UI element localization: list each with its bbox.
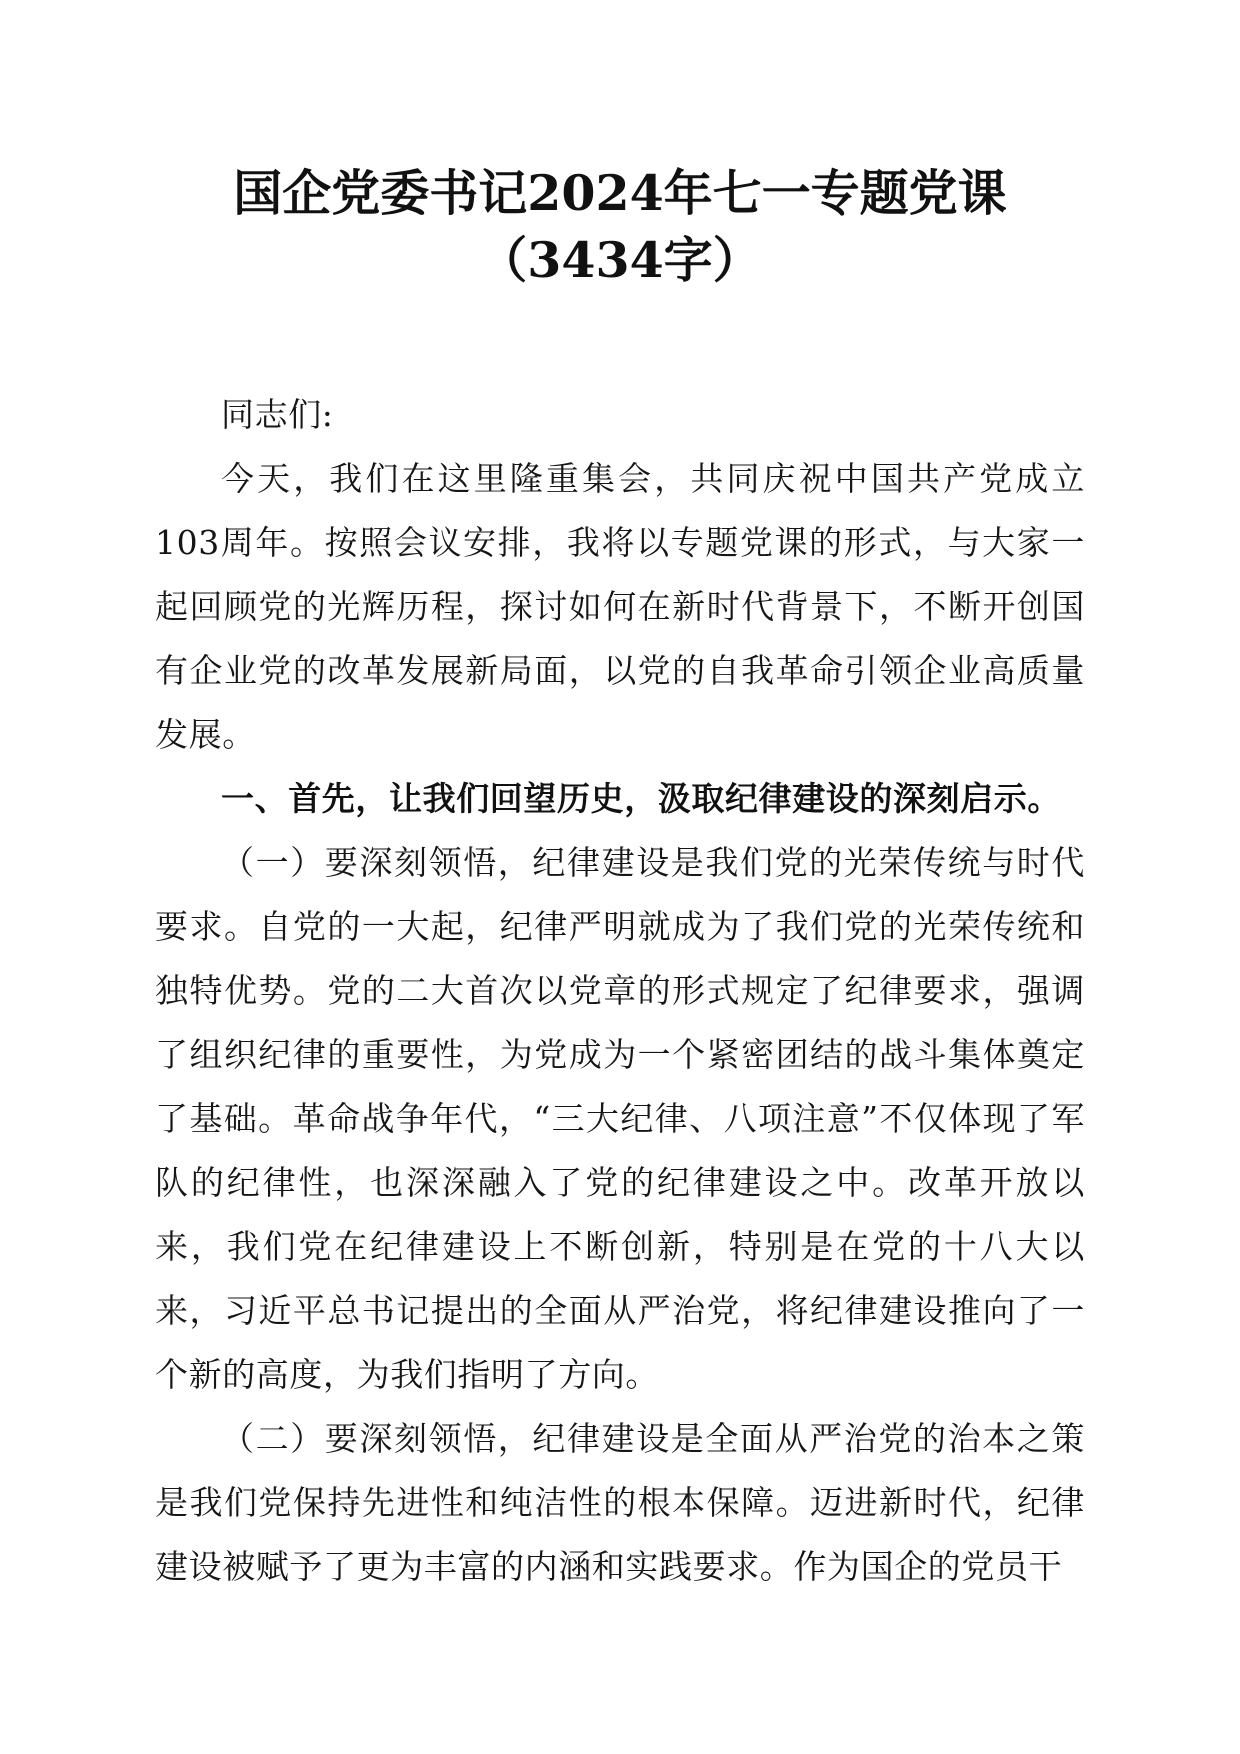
intro-paragraph: 今天，我们在这里隆重集会，共同庆祝中国共产党成立103周年。按照会议安排，我将以专题党课的形式，与大家一起回顾党的光辉历程，探讨如何在新时代背景下，不断开创国有企业党的改革发展新局面，以党的自我革命引领企业高质量发展。	[155, 459, 1085, 754]
section-1-item-2: （二）要深刻领悟，纪律建设是全面从严治党的治本之策是我们党保持先进性和纯洁性的根本保障。迈进新时代，纪律建设被赋予了更为丰富的内涵和实践要求。作为国企的党员干	[155, 1419, 1085, 1586]
document-body	[155, 383, 1085, 1599]
section-1-item-1: （一）要深刻领悟，纪律建设是我们党的光荣传统与时代要求。自党的一大起，纪律严明就成为了我们党的光荣传统和独特优势。党的二大首次以党章的形式规定了纪律要求，强调了组织纪律的重要性，为党成为一个紧密团结的战斗集体奠定了基础。革命战争年代，“三大纪律、八项注意”不仅体现了军队的纪律性，也深深融入了党的纪律建设之中。改革开放以来，我们党在纪律建设上不断创新，特别是在党的十八大以来，习近平总书记提出的全面从严治党，将纪律建设推向了一个新的高度，为我们指明了方向。	[155, 843, 1085, 1394]
section-heading-1: 一、首先，让我们回望历史，汲取纪律建设的深刻启示。	[221, 779, 1061, 818]
salutation: 同志们:	[221, 395, 334, 434]
page-title: 国企党委书记2024年七一专题党课（3434字）	[233, 164, 1007, 289]
